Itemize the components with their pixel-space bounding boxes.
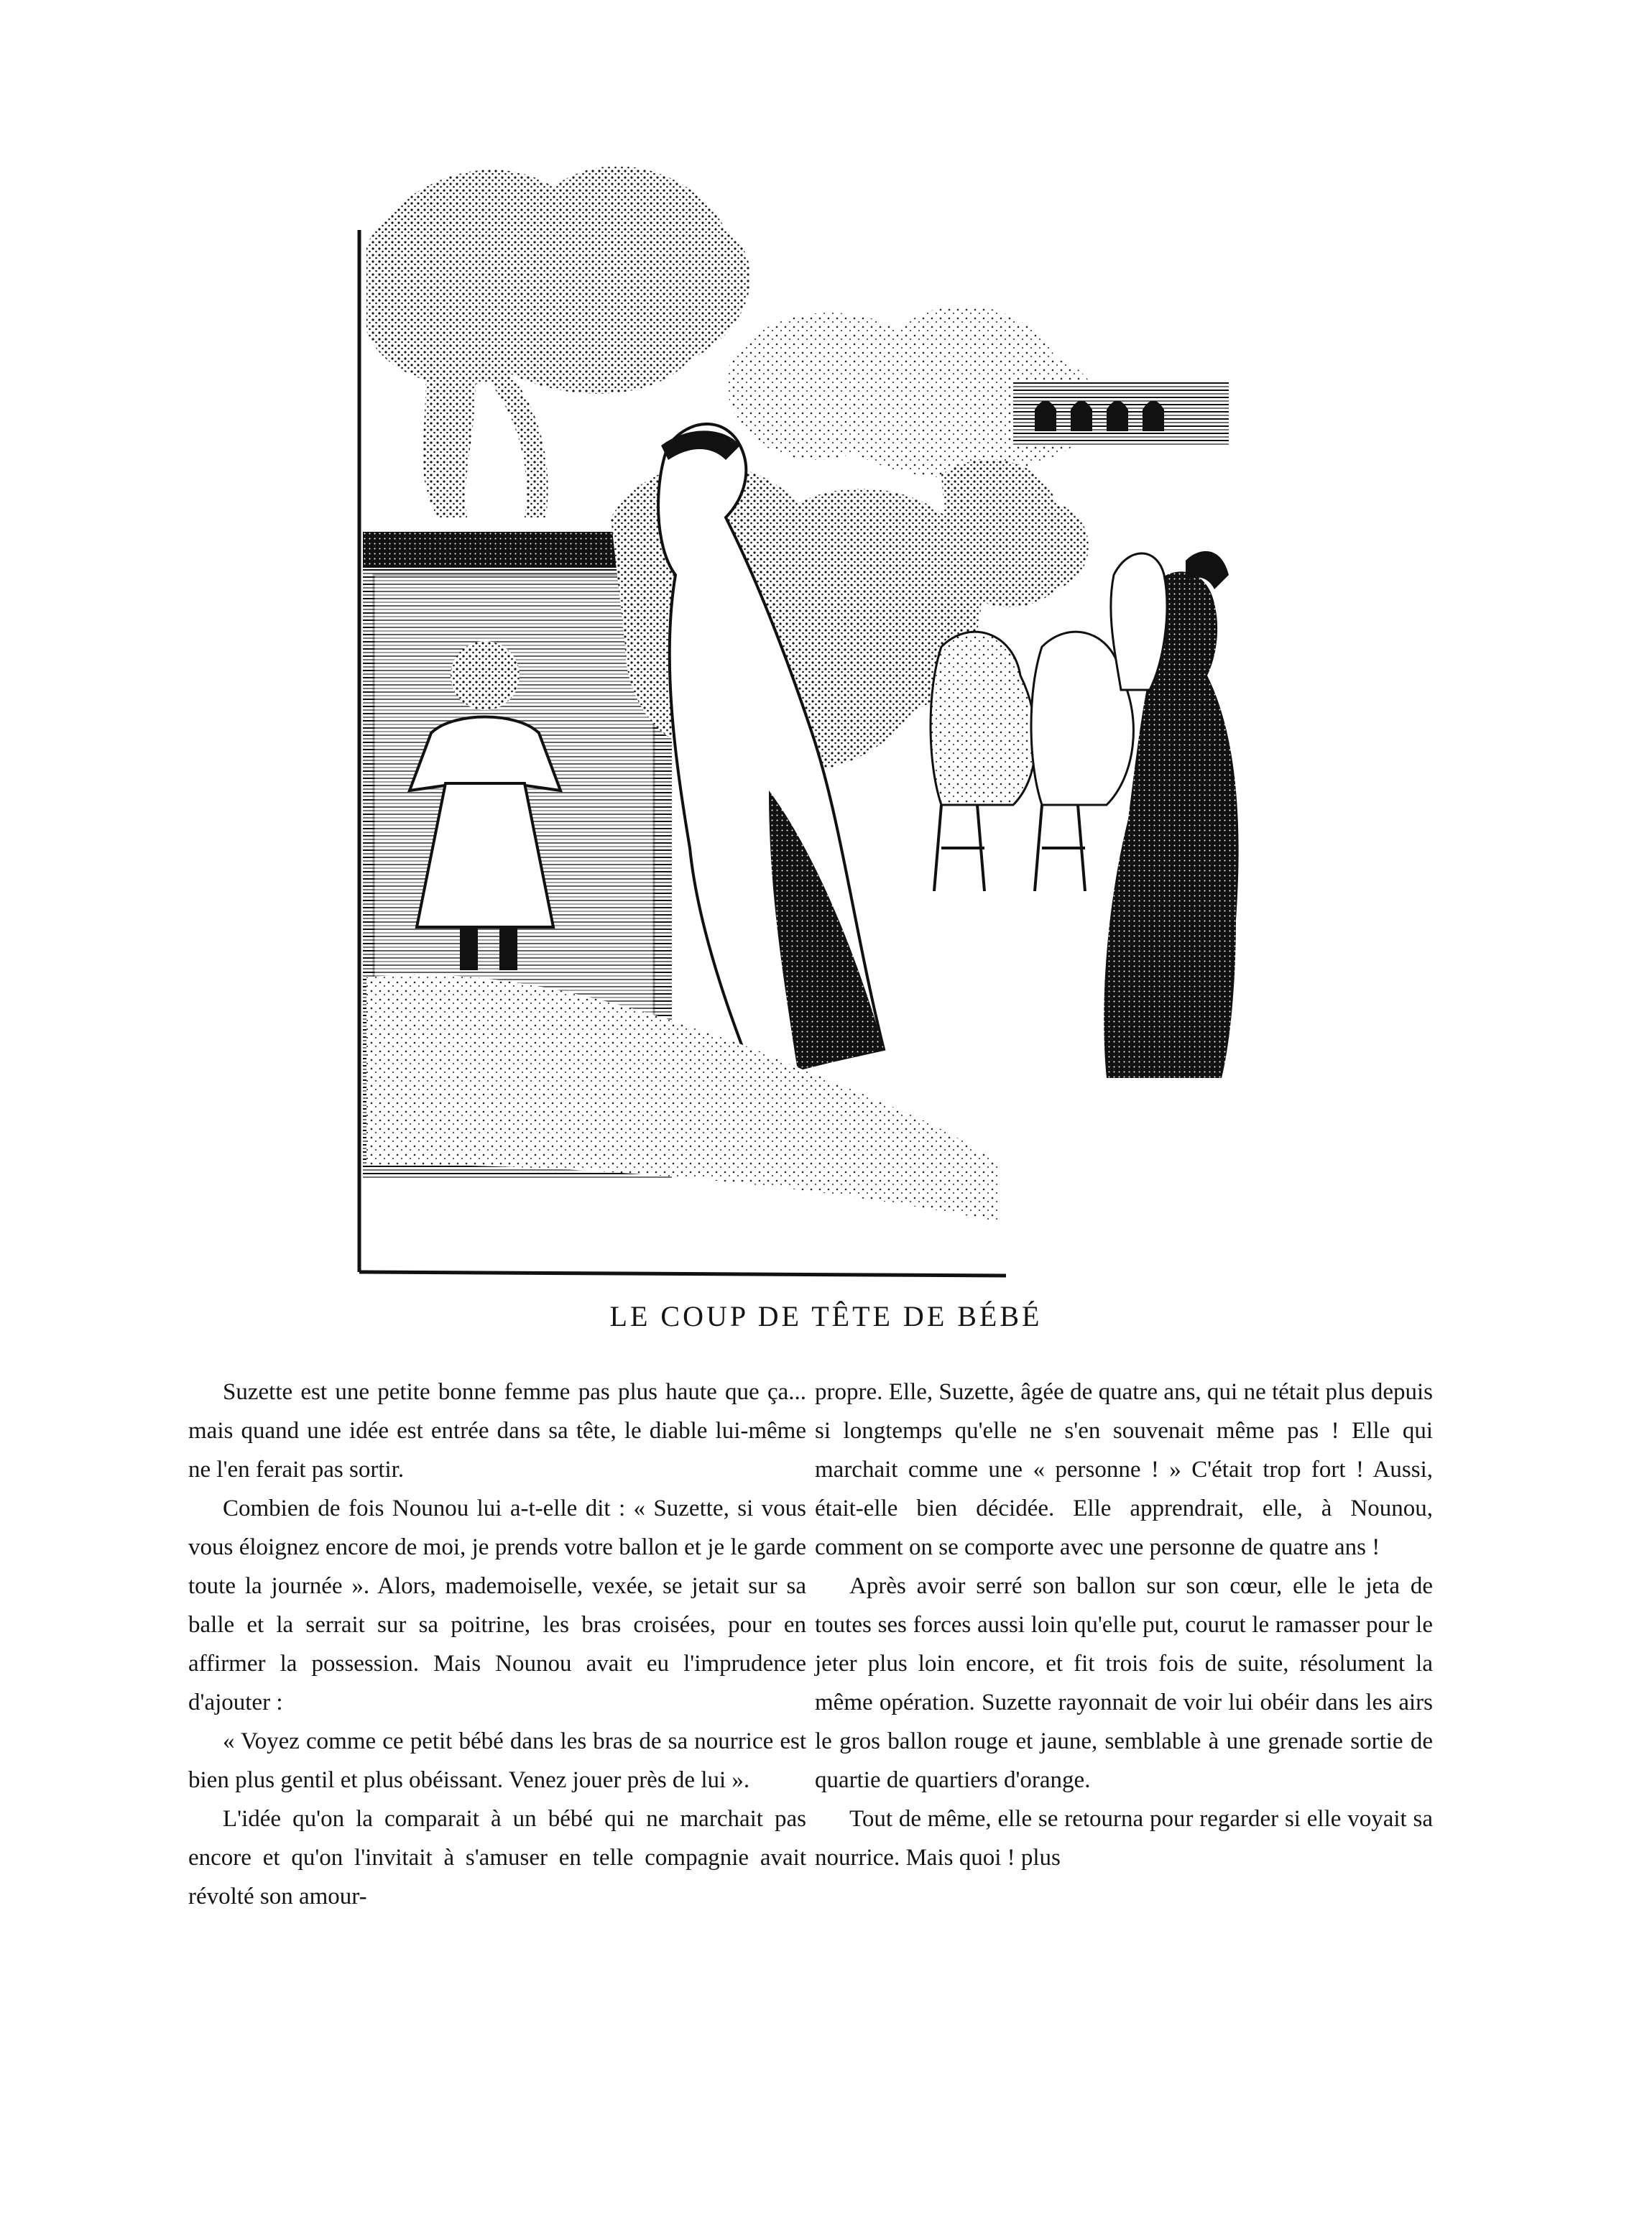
paragraph: Suzette est une petite bonne femme pas plus haute que ça... mais quand une idée est entrée dans sa tête, le diable lui-même ne l'en ferait pas sortir. bbox=[188, 1379, 806, 1483]
tree-trunk bbox=[423, 359, 476, 517]
paragraph: Tout de même, elle se retourna pour regarder si elle voyait sa nourrice. Mais quoi ! plus bbox=[815, 1806, 1433, 1871]
seated-woman-one bbox=[931, 632, 1035, 805]
garden-ground bbox=[366, 975, 999, 1222]
garden-illustration bbox=[352, 144, 1243, 1286]
tree-branch bbox=[489, 374, 548, 517]
girl-in-white bbox=[1111, 553, 1167, 690]
garden-chairs bbox=[934, 805, 1085, 891]
paragraph-continued: propre. Elle, Suzette, âgée de quatre ans, qui ne tétait plus depuis si longtemps qu'elle ne s'en souvenait même pas ! Elle qui marchait comme une « personne ! » C'était trop fort ! Aussi, était-elle bien décidée. Elle apprendrait, elle, à Nounou, comment on se comporte avec une personne de quatre ans ! bbox=[815, 1379, 1433, 1560]
paragraph: Après avoir serré son ballon sur son cœur, elle le jeta de toutes ses forces aussi loin qu'elle put, courut le ramasser pour le jeter plus loin encore, et fit trois fois de suite, résolument la même opération. Suzette rayonnait de voir lui obéir dans les airs le gros ballon rouge et jaune, semblable à une grenade sortie de quartie de quartiers d'orange. bbox=[815, 1573, 1433, 1793]
paragraph: Combien de fois Nounou lui a-t-elle dit : « Suzette, si vous vous éloignez encore de moi, je prends votre ballon et je le garde toute la journée ». Alors, mademoiselle, vexée, se jetait sur sa balle et la serrait sur sa poitrine, les bras croisées, pour en affirmer la possession. Mais Nounou avait eu l'imprudence d'ajouter : bbox=[188, 1496, 806, 1715]
paragraph: « Voyez comme ce petit bébé dans les bras de sa nourrice est bien plus gentil et plus obéissant. Venez jouer près de lui ». bbox=[188, 1728, 806, 1793]
frame-bottom-line bbox=[359, 1272, 1006, 1276]
text-column-left bbox=[188, 1373, 806, 1916]
little-girl-head bbox=[451, 641, 520, 710]
paragraph: L'idée qu'on la comparait à un bébé qui ne marchait pas encore et qu'on l'invitait à s'amuser en telle compagnie avait révolté son amour- bbox=[188, 1806, 806, 1909]
garden-scene-icon bbox=[352, 144, 1243, 1286]
bush-right bbox=[941, 459, 1089, 607]
article-title: LE COUP DE TÊTE DE BÉBÉ bbox=[609, 1300, 1043, 1332]
text-column-right bbox=[815, 1373, 1433, 1877]
